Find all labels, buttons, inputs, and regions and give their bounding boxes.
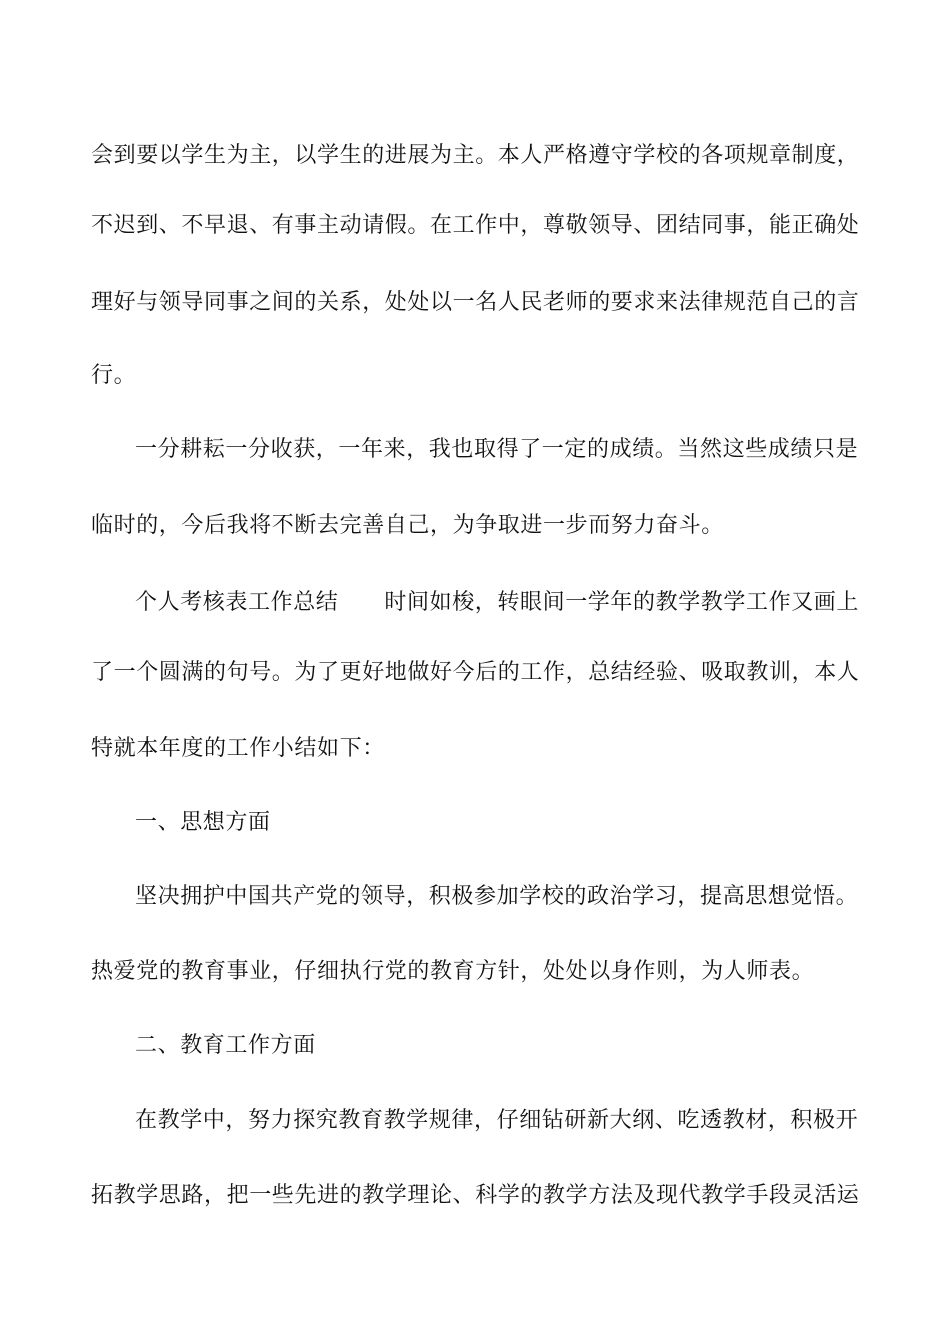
section-title: 二、教育工作方面	[135, 1033, 316, 1058]
paragraph-text: 时间如梭，转眼间一学年的教学教学工作又画上	[384, 590, 860, 615]
paragraph-line: 特就本年度的工作小结如下：	[91, 736, 385, 761]
paragraph-line: 临时的，今后我将不断去完善自己，为争取进一步而努力奋斗。	[91, 513, 724, 538]
paragraph-line: 会到要以学生为主，以学生的进展为主。本人严格遵守学校的各项规章制度，	[91, 143, 860, 168]
paragraph-line: 坚决拥护中国共产党的领导，积极参加学校的政治学习，提高思想觉悟。	[135, 884, 859, 909]
paragraph-line: 理好与领导同事之间的关系，处处以一名人民老师的要求来法律规范自己的言	[91, 290, 860, 315]
paragraph-line: 一分耕耘一分收获，一年来，我也取得了一定的成绩。当然这些成绩只是	[135, 437, 859, 462]
paragraph-line	[135, 588, 859, 618]
paragraph-line: 热爱党的教育事业，仔细执行党的教育方针，处处以身作则，为人师表。	[91, 959, 815, 984]
section-title: 一、思想方面	[135, 810, 271, 835]
paragraph-line: 拓教学思路，把一些先进的教学理论、科学的教学方法及现代教学手段灵活运	[91, 1183, 860, 1208]
summary-heading: 个人考核表工作总结	[135, 590, 339, 615]
paragraph-line: 了一个圆满的句号。为了更好地做好今后的工作，总结经验、吸取教训，本人	[91, 660, 860, 685]
paragraph-line: 不迟到、不早退、有事主动请假。在工作中，尊敬领导、团结同事，能正确处	[91, 213, 860, 238]
paragraph-line: 行。	[91, 363, 137, 388]
paragraph-line: 在教学中，努力探究教育教学规律，仔细钻研新大纲、吃透教材，积极开	[135, 1108, 859, 1133]
